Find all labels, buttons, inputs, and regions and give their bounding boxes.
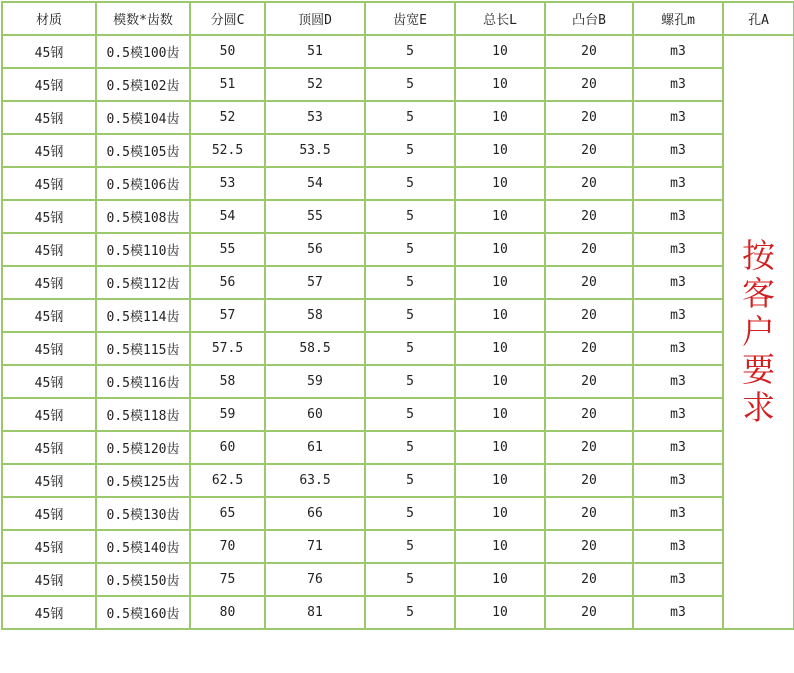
cell-boss-b: 20 (545, 266, 633, 299)
cell-total-length-l: 10 (455, 530, 545, 563)
cell-face-width-e: 5 (365, 398, 455, 431)
cell-module-teeth: 0.5模160齿 (96, 596, 190, 629)
table-row (2, 563, 794, 596)
cell-material: 45钢 (2, 596, 96, 629)
cell-face-width-e: 5 (365, 101, 455, 134)
cell-total-length-l: 10 (455, 398, 545, 431)
cell-boss-b: 20 (545, 299, 633, 332)
cell-screw-hole-m: m3 (633, 497, 723, 530)
cell-total-length-l: 10 (455, 266, 545, 299)
table-header (2, 2, 794, 35)
cell-screw-hole-m: m3 (633, 200, 723, 233)
cell-module-teeth: 0.5模102齿 (96, 68, 190, 101)
cell-screw-hole-m: m3 (633, 530, 723, 563)
cell-boss-b: 20 (545, 563, 633, 596)
table-row (2, 68, 794, 101)
table-row (2, 167, 794, 200)
cell-screw-hole-m: m3 (633, 464, 723, 497)
header-row (2, 2, 794, 35)
cell-module-teeth: 0.5模106齿 (96, 167, 190, 200)
cell-total-length-l: 10 (455, 101, 545, 134)
cell-tip-diameter-d: 71 (265, 530, 365, 563)
cell-screw-hole-m: m3 (633, 35, 723, 68)
cell-pitch-diameter-c: 59 (190, 398, 265, 431)
cell-material: 45钢 (2, 464, 96, 497)
cell-boss-b: 20 (545, 431, 633, 464)
cell-module-teeth: 0.5模115齿 (96, 332, 190, 365)
cell-material: 45钢 (2, 332, 96, 365)
table-row (2, 101, 794, 134)
cell-screw-hole-m: m3 (633, 299, 723, 332)
cell-boss-b: 20 (545, 596, 633, 629)
cell-material: 45钢 (2, 398, 96, 431)
cell-module-teeth: 0.5模105齿 (96, 134, 190, 167)
cell-boss-b: 20 (545, 398, 633, 431)
cell-material: 45钢 (2, 497, 96, 530)
cell-pitch-diameter-c: 70 (190, 530, 265, 563)
cell-pitch-diameter-c: 57 (190, 299, 265, 332)
cell-boss-b: 20 (545, 332, 633, 365)
cell-total-length-l: 10 (455, 299, 545, 332)
cell-material: 45钢 (2, 431, 96, 464)
table-row (2, 464, 794, 497)
cell-pitch-diameter-c: 75 (190, 563, 265, 596)
bore-note-text: 按 客 户 要 求 (742, 236, 775, 427)
cell-pitch-diameter-c: 50 (190, 35, 265, 68)
cell-material: 45钢 (2, 68, 96, 101)
cell-screw-hole-m: m3 (633, 596, 723, 629)
header-tip-diameter-d: 顶圆D (265, 2, 365, 35)
cell-screw-hole-m: m3 (633, 101, 723, 134)
cell-material: 45钢 (2, 233, 96, 266)
cell-total-length-l: 10 (455, 68, 545, 101)
cell-tip-diameter-d: 51 (265, 35, 365, 68)
cell-screw-hole-m: m3 (633, 134, 723, 167)
cell-boss-b: 20 (545, 134, 633, 167)
cell-boss-b: 20 (545, 101, 633, 134)
cell-boss-b: 20 (545, 365, 633, 398)
cell-face-width-e: 5 (365, 167, 455, 200)
cell-module-teeth: 0.5模130齿 (96, 497, 190, 530)
cell-face-width-e: 5 (365, 563, 455, 596)
cell-material: 45钢 (2, 200, 96, 233)
cell-face-width-e: 5 (365, 299, 455, 332)
cell-module-teeth: 0.5模118齿 (96, 398, 190, 431)
cell-screw-hole-m: m3 (633, 167, 723, 200)
cell-module-teeth: 0.5模110齿 (96, 233, 190, 266)
cell-total-length-l: 10 (455, 332, 545, 365)
table-row (2, 497, 794, 530)
cell-boss-b: 20 (545, 530, 633, 563)
cell-boss-b: 20 (545, 35, 633, 68)
cell-screw-hole-m: m3 (633, 431, 723, 464)
cell-module-teeth: 0.5模104齿 (96, 101, 190, 134)
cell-face-width-e: 5 (365, 266, 455, 299)
cell-tip-diameter-d: 55 (265, 200, 365, 233)
cell-tip-diameter-d: 66 (265, 497, 365, 530)
cell-face-width-e: 5 (365, 35, 455, 68)
cell-total-length-l: 10 (455, 596, 545, 629)
cell-screw-hole-m: m3 (633, 563, 723, 596)
cell-tip-diameter-d: 76 (265, 563, 365, 596)
cell-boss-b: 20 (545, 167, 633, 200)
cell-tip-diameter-d: 57 (265, 266, 365, 299)
cell-tip-diameter-d: 81 (265, 596, 365, 629)
cell-total-length-l: 10 (455, 167, 545, 200)
cell-pitch-diameter-c: 56 (190, 266, 265, 299)
header-material: 材质 (2, 2, 96, 35)
cell-module-teeth: 0.5模108齿 (96, 200, 190, 233)
cell-pitch-diameter-c: 60 (190, 431, 265, 464)
header-pitch-diameter-c: 分圆C (190, 2, 265, 35)
cell-face-width-e: 5 (365, 233, 455, 266)
cell-module-teeth: 0.5模125齿 (96, 464, 190, 497)
cell-pitch-diameter-c: 52.5 (190, 134, 265, 167)
cell-pitch-diameter-c: 62.5 (190, 464, 265, 497)
cell-pitch-diameter-c: 53 (190, 167, 265, 200)
cell-material: 45钢 (2, 299, 96, 332)
cell-tip-diameter-d: 54 (265, 167, 365, 200)
cell-face-width-e: 5 (365, 68, 455, 101)
cell-total-length-l: 10 (455, 35, 545, 68)
cell-pitch-diameter-c: 51 (190, 68, 265, 101)
cell-screw-hole-m: m3 (633, 398, 723, 431)
cell-face-width-e: 5 (365, 200, 455, 233)
cell-pitch-diameter-c: 57.5 (190, 332, 265, 365)
cell-boss-b: 20 (545, 464, 633, 497)
cell-module-teeth: 0.5模114齿 (96, 299, 190, 332)
cell-total-length-l: 10 (455, 497, 545, 530)
cell-face-width-e: 5 (365, 464, 455, 497)
table-row (2, 398, 794, 431)
cell-face-width-e: 5 (365, 134, 455, 167)
cell-tip-diameter-d: 63.5 (265, 464, 365, 497)
cell-material: 45钢 (2, 167, 96, 200)
cell-boss-b: 20 (545, 68, 633, 101)
cell-total-length-l: 10 (455, 134, 545, 167)
table-row (2, 134, 794, 167)
cell-boss-b: 20 (545, 497, 633, 530)
cell-screw-hole-m: m3 (633, 365, 723, 398)
cell-screw-hole-m: m3 (633, 332, 723, 365)
gear-spec-table (1, 1, 794, 630)
header-total-length-l: 总长L (455, 2, 545, 35)
cell-face-width-e: 5 (365, 596, 455, 629)
cell-pitch-diameter-c: 65 (190, 497, 265, 530)
cell-module-teeth: 0.5模140齿 (96, 530, 190, 563)
cell-material: 45钢 (2, 563, 96, 596)
cell-tip-diameter-d: 53 (265, 101, 365, 134)
cell-face-width-e: 5 (365, 530, 455, 563)
cell-tip-diameter-d: 52 (265, 68, 365, 101)
cell-pitch-diameter-c: 52 (190, 101, 265, 134)
cell-total-length-l: 10 (455, 200, 545, 233)
cell-tip-diameter-d: 56 (265, 233, 365, 266)
table-row (2, 365, 794, 398)
cell-material: 45钢 (2, 101, 96, 134)
bore-note-cell (723, 35, 794, 629)
table-row (2, 233, 794, 266)
cell-module-teeth: 0.5模150齿 (96, 563, 190, 596)
cell-total-length-l: 10 (455, 464, 545, 497)
table-row (2, 530, 794, 563)
cell-total-length-l: 10 (455, 431, 545, 464)
cell-module-teeth: 0.5模100齿 (96, 35, 190, 68)
header-module-teeth: 模数*齿数 (96, 2, 190, 35)
cell-screw-hole-m: m3 (633, 68, 723, 101)
cell-material: 45钢 (2, 134, 96, 167)
cell-total-length-l: 10 (455, 365, 545, 398)
table-row (2, 35, 794, 68)
cell-pitch-diameter-c: 80 (190, 596, 265, 629)
cell-material: 45钢 (2, 266, 96, 299)
header-boss-b: 凸台B (545, 2, 633, 35)
cell-module-teeth: 0.5模116齿 (96, 365, 190, 398)
cell-total-length-l: 10 (455, 563, 545, 596)
cell-face-width-e: 5 (365, 332, 455, 365)
table-row (2, 266, 794, 299)
header-screw-hole-m: 螺孔m (633, 2, 723, 35)
table-row (2, 332, 794, 365)
table-row (2, 200, 794, 233)
cell-material: 45钢 (2, 365, 96, 398)
cell-pitch-diameter-c: 55 (190, 233, 265, 266)
header-face-width-e: 齿宽E (365, 2, 455, 35)
cell-module-teeth: 0.5模112齿 (96, 266, 190, 299)
table-row (2, 596, 794, 629)
cell-material: 45钢 (2, 530, 96, 563)
cell-module-teeth: 0.5模120齿 (96, 431, 190, 464)
cell-face-width-e: 5 (365, 497, 455, 530)
cell-tip-diameter-d: 58.5 (265, 332, 365, 365)
cell-face-width-e: 5 (365, 431, 455, 464)
cell-screw-hole-m: m3 (633, 266, 723, 299)
cell-boss-b: 20 (545, 200, 633, 233)
cell-face-width-e: 5 (365, 365, 455, 398)
cell-tip-diameter-d: 60 (265, 398, 365, 431)
cell-tip-diameter-d: 59 (265, 365, 365, 398)
header-bore-a: 孔A (723, 2, 794, 35)
cell-tip-diameter-d: 61 (265, 431, 365, 464)
cell-screw-hole-m: m3 (633, 233, 723, 266)
cell-tip-diameter-d: 53.5 (265, 134, 365, 167)
cell-boss-b: 20 (545, 233, 633, 266)
cell-total-length-l: 10 (455, 233, 545, 266)
cell-pitch-diameter-c: 58 (190, 365, 265, 398)
cell-material: 45钢 (2, 35, 96, 68)
table-row (2, 299, 794, 332)
cell-tip-diameter-d: 58 (265, 299, 365, 332)
table-row (2, 431, 794, 464)
table-body (2, 35, 794, 629)
cell-pitch-diameter-c: 54 (190, 200, 265, 233)
